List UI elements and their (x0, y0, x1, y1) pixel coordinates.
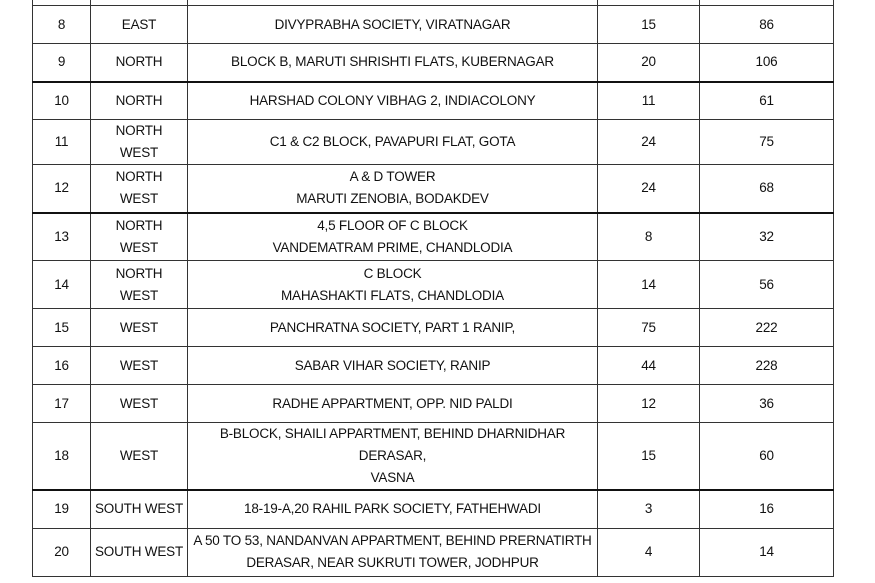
table-row (33, 528, 834, 576)
sr-no-cell: 19 (33, 490, 91, 528)
table-row (33, 423, 834, 491)
sr-no-cell: 18 (33, 423, 91, 491)
zone-cell: SOUTH WEST (91, 490, 188, 528)
houses-cell: 15 (598, 6, 700, 44)
table-row (33, 213, 834, 261)
area-cell (188, 385, 598, 423)
sr-no-cell: 12 (33, 165, 91, 213)
zone-cell: NORTH WEST (91, 165, 188, 213)
area-line: HARSHAD COLONY VIBHAG 2, INDIACOLONY (249, 92, 536, 108)
table-row (33, 82, 834, 120)
population-cell: 61 (700, 82, 834, 120)
area-line: A 50 TO 53, NANDANVAN APPARTMENT, BEHIND PRERNATIRTH (193, 533, 592, 548)
sr-no-cell: 9 (33, 44, 91, 82)
sr-no-cell: 14 (33, 261, 91, 309)
population-cell: 36 (700, 385, 834, 423)
area-line: DIVYPRABHA SOCIETY, VIRATNAGAR (274, 16, 511, 32)
area-line: VANDEMATRAM PRIME, CHANDLODIA (272, 239, 513, 255)
zone-cell: NORTH WEST (91, 261, 188, 309)
area-line: MAHASHAKTI FLATS, CHANDLODIA (281, 287, 504, 303)
area-line: PANCHRATNA SOCIETY, PART 1 RANIP, (269, 319, 516, 335)
population-cell: 106 (700, 44, 834, 82)
houses-cell: 11 (598, 82, 700, 120)
zone-cell: NORTH WEST (91, 120, 188, 165)
table-row (33, 385, 834, 423)
area-line: C1 & C2 BLOCK, PAVAPURI FLAT, GOTA (269, 134, 516, 149)
population-cell: 14 (700, 528, 834, 576)
area-line: VASNA (370, 470, 415, 485)
table-row (33, 6, 834, 44)
table-row (33, 261, 834, 309)
area-line: MARUTI ZENOBIA, BODAKDEV (296, 191, 489, 207)
population-cell: 60 (700, 423, 834, 491)
area-cell (188, 82, 598, 120)
sr-no-cell: 10 (33, 82, 91, 120)
houses-cell: 24 (598, 165, 700, 213)
zone-cell: WEST (91, 309, 188, 347)
population-cell: 86 (700, 6, 834, 44)
sr-no-cell: 8 (33, 6, 91, 44)
table-row (33, 120, 834, 165)
area-line: 4,5 FLOOR OF C BLOCK (317, 217, 468, 233)
houses-cell: 4 (598, 528, 700, 576)
area-cell (188, 213, 598, 261)
houses-cell: 3 (598, 490, 700, 528)
area-line: BLOCK B, MARUTI SHRISHTI FLATS, KUBERNAGAR (231, 54, 554, 70)
population-cell: 228 (700, 347, 834, 385)
zone-cell: WEST (91, 347, 188, 385)
zone-cell: SOUTH WEST (91, 528, 188, 576)
containment-area-table (32, 0, 834, 577)
houses-cell: 24 (598, 120, 700, 165)
houses-cell: 14 (598, 261, 700, 309)
area-cell (188, 309, 598, 347)
sr-no-cell: 15 (33, 309, 91, 347)
sr-no-cell: 20 (33, 528, 91, 576)
population-cell: 32 (700, 213, 834, 261)
sr-no-cell: 16 (33, 347, 91, 385)
zone-cell: WEST (91, 423, 188, 491)
area-cell (188, 261, 598, 309)
houses-cell: 15 (598, 423, 700, 491)
area-cell (188, 44, 598, 82)
area-line: DERASAR, NEAR SUKRUTI TOWER, JODHPUR (246, 555, 539, 570)
houses-cell: 20 (598, 44, 700, 82)
zone-cell: NORTH (91, 82, 188, 120)
sr-no-cell: 17 (33, 385, 91, 423)
houses-cell: 8 (598, 213, 700, 261)
area-cell (188, 528, 598, 576)
zone-cell: NORTH (91, 44, 188, 82)
area-line: 18-19-A,20 RAHIL PARK SOCIETY, FATHEHWADI (244, 501, 541, 517)
sr-no-cell: 13 (33, 213, 91, 261)
area-line: A & D TOWER (349, 169, 436, 185)
population-cell: 222 (700, 309, 834, 347)
area-cell (188, 490, 598, 528)
area-cell (188, 347, 598, 385)
table-row (33, 165, 834, 213)
population-cell: 56 (700, 261, 834, 309)
area-cell (188, 120, 598, 165)
population-cell: 16 (700, 490, 834, 528)
table-row (33, 347, 834, 385)
population-cell: 75 (700, 120, 834, 165)
houses-cell: 75 (598, 309, 700, 347)
houses-cell: 44 (598, 347, 700, 385)
zone-cell: EAST (91, 6, 188, 44)
table-body (33, 0, 834, 576)
area-cell (188, 165, 598, 213)
area-cell (188, 6, 598, 44)
area-line: B-BLOCK, SHAILI APPARTMENT, BEHIND DHARNIDHAR DERASAR, (219, 426, 566, 463)
area-line: RADHE APPARTMENT, OPP. NID PALDI (272, 395, 513, 411)
table-row (33, 309, 834, 347)
area-line: SABAR VIHAR SOCIETY, RANIP (294, 357, 491, 373)
houses-cell: 12 (598, 385, 700, 423)
population-cell: 68 (700, 165, 834, 213)
area-cell (188, 423, 598, 491)
area-line: C BLOCK (363, 265, 422, 281)
zone-cell: NORTH WEST (91, 213, 188, 261)
sr-no-cell: 11 (33, 120, 91, 165)
table-row (33, 490, 834, 528)
table-row (33, 44, 834, 82)
zone-cell: WEST (91, 385, 188, 423)
